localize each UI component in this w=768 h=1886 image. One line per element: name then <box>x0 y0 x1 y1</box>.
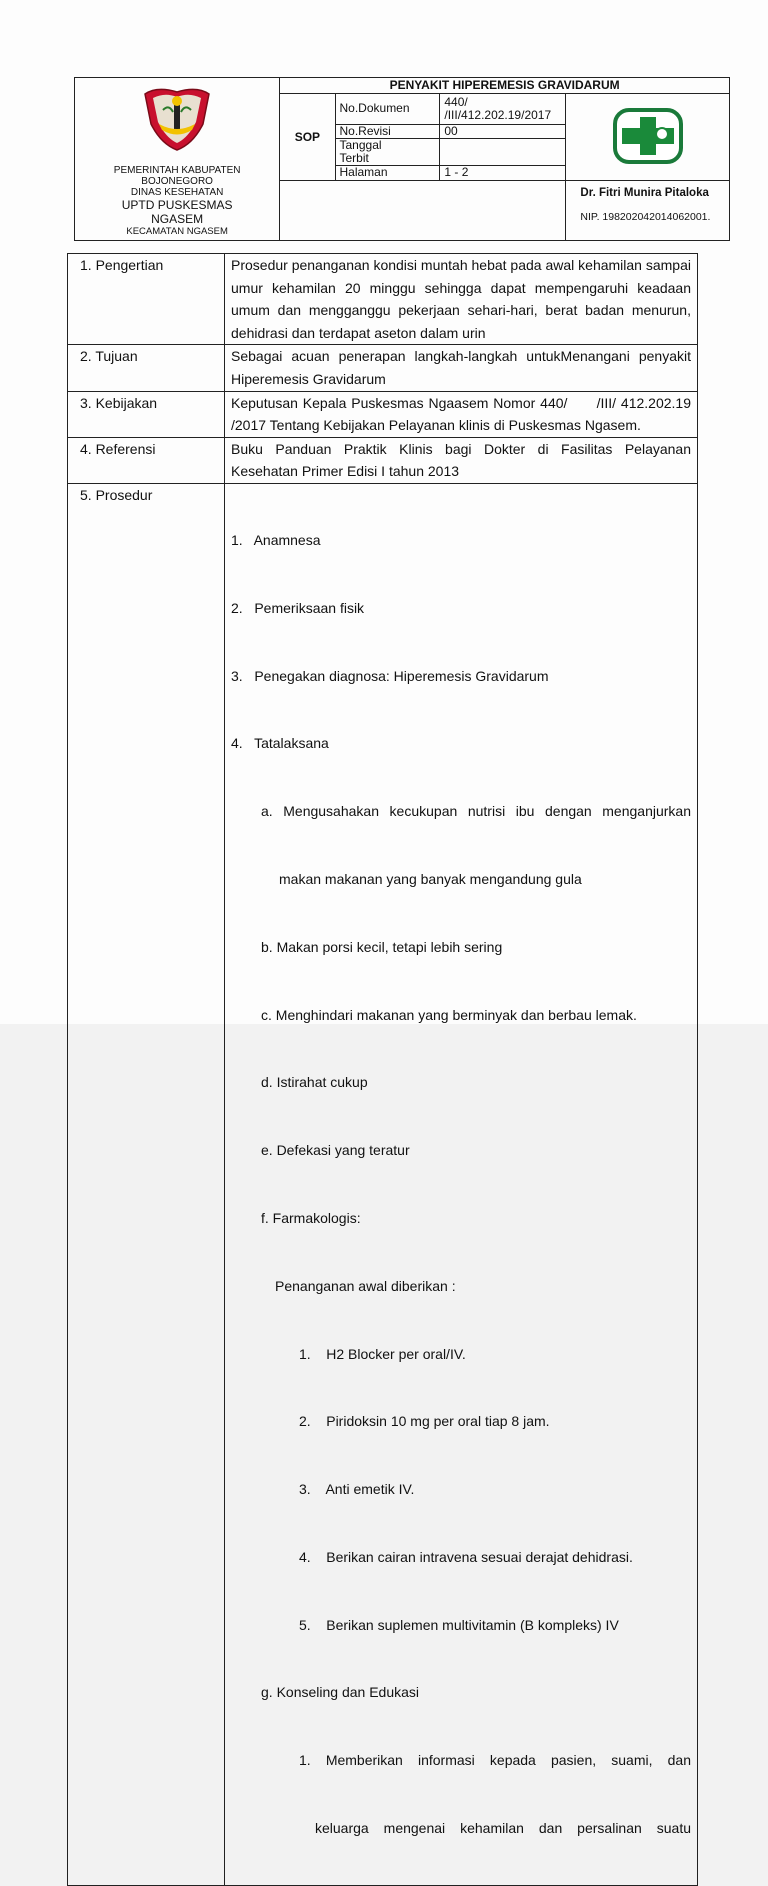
item-a-cont: makan makanan yang banyak mengandung gula <box>279 871 582 888</box>
step-3: 3. Penegakan diagnosa: Hiperemesis Gravidarum <box>231 667 549 684</box>
tanggal-label-2: Terbit <box>339 150 369 165</box>
text-tujuan: Sebagai acuan penerapan langkah-langkah untukMenangani penyakit Hiperemesis Gravidarum <box>225 345 698 391</box>
no-dokumen-label: No.Dokumen <box>335 94 440 124</box>
step-4: 4. Tatalaksana <box>231 735 329 752</box>
sop-label: SOP <box>280 94 335 181</box>
label-pengertian: 1. Pengertian <box>68 254 225 345</box>
g-item-1-cont: keluarga mengenai kehamilan dan persalinan suatu <box>315 1819 691 1836</box>
row-tujuan <box>68 345 698 391</box>
document-title: PENYAKIT HIPEREMESIS GRAVIDARUM <box>280 78 730 94</box>
g-item-1: 1. Memberikan informasi kepada pasien, suami, dan <box>299 1752 691 1769</box>
signer-nip: NIP. 198202042014062001. <box>580 211 711 224</box>
item-c: c. Menghindari makanan yang berminyak dan berbau lemak. <box>261 1006 637 1023</box>
tanggal-terbit-label <box>335 138 440 165</box>
step-2: 2. Pemeriksaan fisik <box>231 599 365 616</box>
text-pengertian: Prosedur penanganan kondisi muntah hebat pada awal kehamilan sampai umur kehamilan 20 minggu sehingga dapat mempengaruhi keadaan umum dan mengganggu pekerjaan sehari-hari, berat badan menurun, dehidrasi dan terdapat aseton dalam urin <box>225 254 698 345</box>
item-f-intro: Penanganan awal diberikan : <box>275 1277 456 1294</box>
org-line5: NGASEM <box>151 212 204 226</box>
sop-content-table <box>67 253 715 1886</box>
row-pengertian <box>68 254 698 345</box>
no-dokumen-value <box>440 94 566 124</box>
puskesmas-logo-cell <box>566 94 730 181</box>
blank-cell <box>280 181 566 241</box>
tanggal-terbit-value <box>440 138 566 165</box>
halaman-label: Halaman <box>335 166 440 181</box>
f-item-5: 5. Berikan suplemen multivitamin (B kompleks) IV <box>299 1616 619 1633</box>
item-d: d. Istirahat cukup <box>261 1074 368 1091</box>
label-tujuan: 2. Tujuan <box>68 345 225 391</box>
no-revisi-label: No.Revisi <box>335 124 440 138</box>
text-prosedur <box>225 483 698 1885</box>
org-line1: PEMERINTAH KABUPATEN <box>113 165 241 176</box>
row-kebijakan <box>68 391 698 437</box>
halaman-value: 1 - 2 <box>440 166 566 181</box>
text-referensi: Buku Panduan Praktik Klinis bagi Dokter di Fasilitas Pelayanan Kesehatan Primer Edisi I tahun 2013 <box>225 437 698 483</box>
signer-cell <box>566 181 730 241</box>
signer-name: Dr. Fitri Munira Pitaloka <box>580 187 709 200</box>
org-cell <box>75 78 280 241</box>
no-revisi-value: 00 <box>440 124 566 138</box>
org-line4: UPTD PUSKESMAS <box>121 198 233 212</box>
org-line6: KECAMATAN NGASEM <box>126 226 228 237</box>
bojonegoro-emblem-icon <box>137 84 217 152</box>
item-g: g. Konseling dan Edukasi <box>261 1684 419 1701</box>
item-e: e. Defekasi yang teratur <box>261 1142 410 1159</box>
text-kebijakan: Keputusan Kepala Puskesmas Ngaasem Nomor 440/ /III/ 412.202.19 /2017 Tentang Kebijakan Pelayanan klinis di Puskesmas Ngasem. <box>225 391 698 437</box>
puskesmas-cross-icon <box>612 107 684 165</box>
f-item-1: 1. H2 Blocker per oral/IV. <box>299 1345 466 1362</box>
sop-header-table <box>74 77 730 241</box>
item-b: b. Makan porsi kecil, tetapi lebih sering <box>261 938 503 955</box>
org-line3: DINAS KESEHATAN <box>130 187 224 198</box>
label-referensi: 4. Referensi <box>68 437 225 483</box>
item-a: a. Mengusahakan kecukupan nutrisi ibu dengan menganjurkan <box>261 803 691 820</box>
f-item-3: 3. Anti emetik IV. <box>299 1481 415 1498</box>
tanggal-label-1: Tanggal <box>339 137 382 152</box>
no-dokumen-value-2: /III/412.202.19/2017 <box>444 107 552 122</box>
no-dokumen-value-1: 440/ <box>444 94 468 109</box>
item-f: f. Farmakologis: <box>261 1209 361 1226</box>
label-prosedur: 5. Prosedur <box>68 483 225 1885</box>
row-referensi <box>68 437 698 483</box>
f-item-4: 4. Berikan cairan intravena sesuai derajat dehidrasi. <box>299 1548 633 1565</box>
label-kebijakan: 3. Kebijakan <box>68 391 225 437</box>
row-prosedur <box>68 483 698 1885</box>
step-1: 1. Anamnesa <box>231 532 321 549</box>
f-item-2: 2. Piridoksin 10 mg per oral tiap 8 jam. <box>299 1413 550 1430</box>
org-line2: BOJONEGORO <box>141 176 213 187</box>
